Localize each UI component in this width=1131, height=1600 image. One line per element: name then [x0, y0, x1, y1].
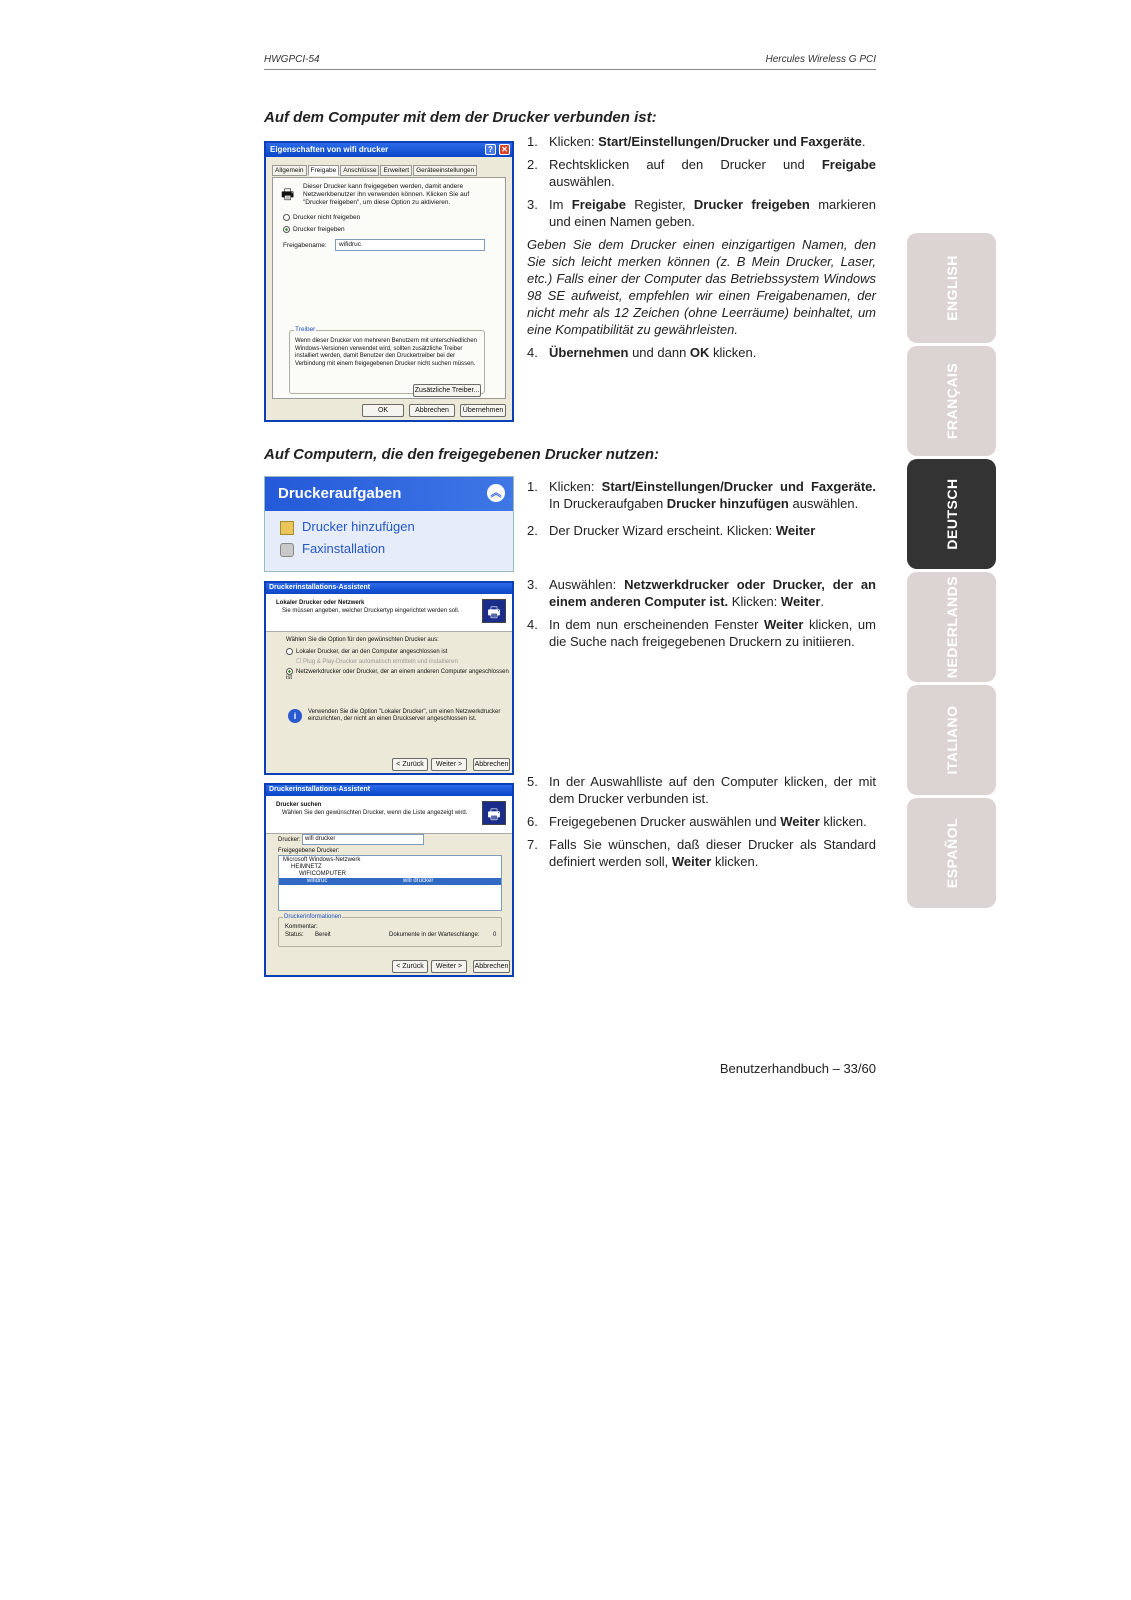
section1-steps [527, 133, 876, 367]
cancel-button[interactable]: Abbrechen [409, 404, 455, 417]
list-item: 2. Der Drucker Wizard erscheint. Klicken: Weiter [527, 523, 816, 538]
share-name-label: Freigabename: [283, 242, 327, 249]
section2-steps-b [527, 576, 876, 656]
section2-title: Auf Computern, die den freigegebenen Drucker nutzen: [264, 446, 660, 463]
properties-tabs [272, 165, 478, 176]
cancel-button[interactable]: Abbrechen [473, 960, 510, 973]
list-item: 4. Übernehmen und dann OK klicken. [527, 345, 757, 360]
collapse-icon[interactable]: ︽ [487, 484, 505, 502]
additional-drivers-button[interactable]: Zusätzliche Treiber... [413, 384, 481, 397]
printer-wizard-icon: 🖶 [482, 599, 506, 623]
selected-printer-row[interactable]: wifidruc wifi drucker [279, 878, 501, 885]
window-titlebar: Druckerinstallations-Assistent [266, 785, 512, 796]
printer-tasks-title: Druckeraufgaben [278, 485, 402, 502]
add-printer-link[interactable]: Drucker hinzufügen [280, 519, 415, 535]
printer-label: Drucker: [278, 837, 301, 843]
wizard-heading: Drucker suchen [276, 802, 322, 808]
next-button[interactable]: Weiter > [431, 758, 467, 771]
ok-button[interactable]: OK [362, 404, 404, 417]
tree-item[interactable]: Microsoft Windows-Netzwerk [283, 857, 361, 863]
driver-group-label: Treiber [295, 326, 316, 333]
sharing-intro: Dieser Drucker kann freigegeben werden, damit andere Netzwerkbenutzer ihn verwenden können. Klicken Sie auf "Drucker freigeben", um diese Option zu aktivieren. [303, 183, 470, 206]
sharing-panel [272, 177, 506, 399]
checkbox-plug-and-play[interactable]: ☐ Plug & Play-Drucker automatisch ermitteln und installieren [296, 659, 458, 665]
wizard-header [266, 796, 512, 834]
model-number: HWGPCI-54 [264, 54, 320, 65]
close-icon[interactable]: ✕ [499, 144, 510, 155]
list-item: 7. Falls Sie wünschen, daß dieser Drucker als Standard definiert werden soll, Weiter klicken. [527, 837, 876, 869]
printer-icon: 🖶 [281, 186, 295, 202]
shared-printers-label: Freigegebene Drucker: [278, 848, 340, 854]
list-item: 3. Auswählen: Netzwerkdrucker oder Drucker, der an einem anderen Computer ist. Klicken: Weiter. [527, 577, 876, 609]
list-item: 1. Klicken: Start/Einstellungen/Drucker und Faxgeräte. [527, 134, 866, 149]
radio-network-printer[interactable]: Netzwerkdrucker oder Drucker, der an einem anderen Computer angeschlossen ist [286, 669, 509, 682]
status-value: Bereit [315, 932, 331, 938]
info-icon: i [288, 709, 302, 723]
share-name-note: Geben Sie dem Drucker einen einzigartigen Namen, den Sie sich leicht merken können (z. B Mein Drucker, Laser, etc.) Falls einer der Computer das Betriebssystem Windows 98 SE aufweist, empfehlen wir einen Freigabenamen, der nicht mehr als 12 Zeichen (ohne Leerräume) beinhaltet, um eine Kompatibilität zu gewährleisten. [527, 237, 876, 337]
list-item: 2. Rechtsklicken auf den Drucker und Freigabe auswählen. [527, 157, 876, 189]
printer-wizard-type-window [264, 581, 514, 775]
window-titlebar [266, 143, 512, 157]
help-icon[interactable]: ? [485, 144, 496, 155]
wizard-prompt: Wählen Sie die Option für den gewünschten Drucker aus: [286, 637, 439, 643]
driver-text: Wenn dieser Drucker von mehreren Benutzern mit unterschiedlichen Windows-Versionen verwendet wird, sollten zusätzliche Treiber installiert werden, damit Benutzer den Druckertreiber bei der Verbindung mit einem freigegebenen Drucker nicht suchen müssen. [295, 338, 477, 367]
printer-info-group [278, 914, 502, 947]
window-title: Eigenschaften von wifi drucker [270, 145, 389, 154]
printer-input[interactable]: wifi drucker [302, 834, 424, 845]
tab-anschluesse[interactable]: Anschlüsse [340, 165, 379, 176]
language-tab-espanol[interactable]: ESPAÑOL [907, 798, 996, 908]
tree-item[interactable]: WIFICOMPUTER [299, 871, 346, 877]
language-tab-italiano[interactable]: ITALIANO [907, 685, 996, 795]
fax-setup-link[interactable]: Faxinstallation [280, 541, 385, 557]
tab-geraeteeinstellungen[interactable]: Geräteeinstellungen [413, 165, 477, 176]
list-item: 6. Freigegebenen Drucker auswählen und Weiter klicken. [527, 814, 867, 829]
add-printer-icon [280, 521, 294, 535]
language-tab-francais[interactable]: FRANÇAIS [907, 346, 996, 456]
window-titlebar: Druckerinstallations-Assistent [266, 583, 512, 594]
radio-local-printer[interactable]: Lokaler Drucker, der an den Computer angeschlossen ist [286, 648, 447, 655]
list-item: 5. In der Auswahlliste auf den Computer klicken, der mit dem Drucker verbunden ist. [527, 774, 876, 806]
printer-wizard-find-window [264, 783, 514, 977]
section2-steps-a [527, 478, 876, 545]
radio-shared[interactable]: Drucker freigeben [283, 226, 345, 233]
wizard-subheading: Sie müssen angeben, welcher Druckertyp eingerichtet werden soll. [282, 608, 460, 614]
product-name: Hercules Wireless G PCI [765, 54, 876, 65]
fax-icon [280, 543, 294, 557]
shared-printers-list[interactable] [278, 855, 502, 911]
tree-item[interactable]: HEIMNETZ [291, 864, 322, 870]
queue-value: 0 [493, 932, 497, 938]
list-item: 3. Im Freigabe Register, Drucker freigeben markieren und einen Namen geben. [527, 197, 876, 229]
wizard-header [266, 594, 512, 632]
wizard-heading: Lokaler Drucker oder Netzwerk [276, 600, 365, 606]
tab-allgemein[interactable]: Allgemein [272, 165, 307, 176]
tab-erweitert[interactable]: Erweitert [380, 165, 412, 176]
apply-button[interactable]: Übernehmen [460, 404, 506, 417]
back-button[interactable]: < Zurück [392, 758, 428, 771]
status-label: Status: [285, 932, 304, 938]
printer-tasks-panel [264, 476, 514, 572]
cancel-button[interactable]: Abbrechen [473, 758, 510, 771]
section2-steps-c [527, 773, 876, 876]
language-tabs [907, 233, 996, 911]
list-item: 4. In dem nun erscheinenden Fenster Weiter klicken, um die Suche nach freigegebenen Druckern zu initiieren. [527, 617, 876, 649]
next-button[interactable]: Weiter > [431, 960, 467, 973]
printer-wizard-icon: 🖶 [482, 801, 506, 825]
page-header [264, 54, 876, 70]
printer-tasks-header [265, 477, 513, 511]
printer-properties-window [264, 141, 514, 422]
language-tab-nederlands[interactable]: NEDERLANDS [907, 572, 996, 682]
queue-label: Dokumente in der Warteschlange: [389, 932, 480, 938]
page-footer: Benutzerhandbuch – 33/60 [719, 1061, 876, 1076]
tab-freigabe[interactable]: Freigabe [308, 165, 340, 176]
language-tab-deutsch[interactable]: DEUTSCH [907, 459, 996, 569]
section1-title: Auf dem Computer mit dem der Drucker verbunden ist: [264, 109, 657, 126]
language-tab-english[interactable]: ENGLISH [907, 233, 996, 343]
printer-info-label: Druckerinformationen [284, 914, 342, 920]
wizard-subheading: Wählen Sie den gewünschten Drucker, wenn die Liste angezeigt wird. [282, 810, 468, 816]
comment-label: Kommentar: [285, 924, 318, 930]
share-name-input[interactable]: wifidruc [335, 239, 485, 251]
back-button[interactable]: < Zurück [392, 960, 428, 973]
radio-not-shared[interactable]: Drucker nicht freigeben [283, 214, 360, 221]
list-item: 1. Klicken: Start/Einstellungen/Drucker und Faxgeräte. In Druckeraufgaben Drucker hinzufügen auswählen. [527, 479, 876, 511]
wizard-info-text: Verwenden Sie die Option "Lokaler Drucker", um einen Netzwerkdrucker einzurichten, der nicht an einen Druckserver angeschlossen ist. [308, 709, 501, 722]
